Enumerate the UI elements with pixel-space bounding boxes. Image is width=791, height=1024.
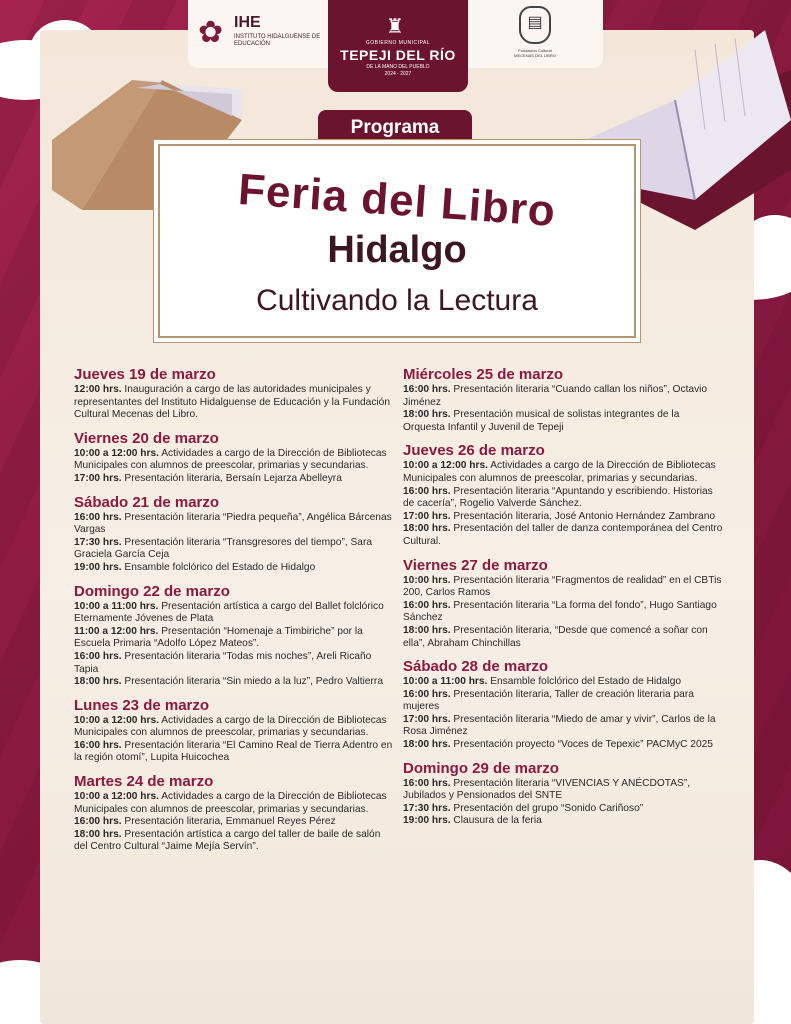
event-time: 16:00 hrs. <box>403 688 451 700</box>
schedule-event <box>74 676 394 689</box>
event-description: Presentación literaria “Fragmentos de realidad” en el CBTis 200, Carlos Ramos <box>403 574 722 599</box>
schedule-event <box>74 651 394 676</box>
event-description: Presentación literaria, José Antonio Hernández Zambrano <box>450 510 716 522</box>
schedule-event <box>403 575 723 600</box>
mecenas-logo-line1: Fundación Cultural <box>518 48 552 53</box>
event-time: 17:30 hrs. <box>74 536 122 548</box>
schedule-event <box>74 816 394 829</box>
ihe-flower-icon: ✿ <box>198 16 224 49</box>
schedule-day <box>74 366 394 422</box>
event-description: Presentación literaria “Miedo de amar y vivir”, Carlos de la Rosa Jiménez <box>403 713 716 738</box>
mecenas-logo-line2: MECENAS DEL LIBRO <box>514 53 556 58</box>
day-title: Miércoles 25 de marzo <box>403 366 564 383</box>
schedule-event <box>74 740 394 765</box>
event-time: 12:00 hrs. <box>74 384 122 395</box>
schedule-event <box>403 815 723 828</box>
day-title: Viernes 27 de marzo <box>403 556 548 574</box>
schedule-left-column <box>74 366 394 862</box>
event-description: Presentación literaria “Transgresores del tiempo”, Sara Graciela García Ceja <box>74 536 373 561</box>
event-description: Actividades a cargo de la Dirección de Bibliotecas Municipales con alumnos de preescolar, primarias y secundarias. <box>403 460 716 484</box>
event-time: 10:00 a 11:00 hrs. <box>403 676 488 688</box>
day-title: Viernes 20 de marzo <box>74 429 219 447</box>
event-time: 10:00 a 12:00 hrs. <box>74 791 159 803</box>
event-time: 17:30 hrs. <box>403 802 451 814</box>
event-time: 18:00 hrs. <box>403 624 451 636</box>
event-description: Presentación literaria “El Camino Real de Tierra Adentro en la región otomí”, Lupita Huicochea <box>74 739 393 764</box>
event-time: 18:00 hrs. <box>403 739 451 751</box>
schedule-event <box>74 537 394 562</box>
event-time: 10:00 a 12:00 hrs. <box>74 447 159 459</box>
schedule-day <box>74 583 394 689</box>
schedule-event <box>403 676 723 689</box>
day-title: Jueves 26 de marzo <box>403 442 545 460</box>
schedule-event <box>403 803 723 816</box>
event-description: Presentación artística a cargo del taller de baile de salón del Centro Cultural “Jaime Mejía Servín”. <box>74 828 381 853</box>
day-title: Sábado 28 de marzo <box>403 658 549 676</box>
schedule-event <box>403 486 723 511</box>
tepeji-logo <box>328 0 468 92</box>
mecenas-logo <box>510 6 560 64</box>
event-description: Presentación literaria “Cuando callan los niños”, Octavio Jiménez <box>403 384 708 408</box>
schedule-event <box>403 511 723 524</box>
mecenas-seal-icon: ▤ <box>519 6 551 44</box>
schedule-event <box>403 625 723 650</box>
schedule-event <box>74 626 394 651</box>
ihe-logo-subtitle: INSTITUTO HIDALGUENSE DE EDUCACIÓN <box>234 34 321 47</box>
event-time: 10:00 hrs. <box>403 574 451 586</box>
event-time: 16:00 hrs. <box>403 777 451 789</box>
event-description: Ensamble folclórico del Estado de Hidalgo <box>121 561 316 573</box>
event-time: 10:00 a 11:00 hrs. <box>74 600 159 612</box>
schedule-event <box>74 791 394 816</box>
event-time: 18:00 hrs. <box>74 828 122 840</box>
event-time: 16:00 hrs. <box>403 384 451 395</box>
schedule-event <box>74 562 394 575</box>
schedule-event <box>403 689 723 714</box>
event-time: 16:00 hrs. <box>74 511 122 523</box>
schedule-day <box>403 442 723 548</box>
schedule-event <box>403 739 723 752</box>
event-description: Presentación literaria “Todas mis noches”, Areli Ricaño Tapia <box>74 650 372 675</box>
event-description: Presentación del taller de danza contemporánea del Centro Cultural. <box>403 523 723 547</box>
schedule-event <box>74 601 394 626</box>
schedule-day <box>403 760 723 828</box>
schedule-right-column <box>403 366 723 836</box>
event-time: 16:00 hrs. <box>403 599 451 611</box>
schedule-day <box>74 430 394 486</box>
event-time: 17:00 hrs. <box>403 713 451 725</box>
tepeji-logo-slogan: DE LA MANO DEL PUEBLO <box>366 64 430 70</box>
tepeji-logo-top: GOBIERNO MUNICIPAL <box>365 40 431 46</box>
event-description: Ensamble folclórico del Estado de Hidalgo <box>487 676 682 688</box>
event-time: 10:00 a 12:00 hrs. <box>403 460 488 472</box>
schedule-event <box>74 512 394 537</box>
schedule-day <box>74 697 394 765</box>
event-description: Clausura de la feria <box>450 815 542 827</box>
ihe-logo-title: IHE <box>234 14 261 31</box>
event-time: 16:00 hrs. <box>403 485 451 497</box>
event-description: Presentación literaria “Apuntando y escribiendo. Historias de cacería”, Rogelio Valverde Sánchez. <box>403 485 713 510</box>
event-description: Presentación literaria “Sin miedo a la luz”, Pedro Valtierra <box>121 676 383 688</box>
schedule-event <box>403 600 723 625</box>
event-description: Presentación del grupo “Sonido Cariñoso” <box>450 802 644 814</box>
schedule-event <box>403 714 723 739</box>
schedule-day <box>403 366 723 434</box>
event-description: Presentación artística a cargo del Ballet folclórico Eternamente Jóvenes de Plata <box>74 600 384 625</box>
event-time: 10:00 a 12:00 hrs. <box>74 714 159 726</box>
event-description: Presentación “Homenaje a Timbiriche” por la Escuela Primaria “Adolfo López Mateos”. <box>74 625 363 650</box>
event-description: Inauguración a cargo de las autoridades municipales y representantes del Instituto Hidalguense de Educación y la Fundación Cultural Mecenas del Libro. <box>74 384 391 421</box>
schedule-event <box>74 473 394 486</box>
event-description: Presentación literaria, Taller de creación literaria para mujeres <box>403 688 694 713</box>
day-title: Domingo 22 de marzo <box>74 582 230 600</box>
event-description: Presentación literaria “La forma del fondo”, Hugo Santiago Sánchez <box>403 599 717 624</box>
event-time: 18:00 hrs. <box>403 409 451 421</box>
schedule-day <box>74 773 394 854</box>
day-title: Martes 24 de marzo <box>74 773 214 791</box>
event-description: Presentación literaria “VIVENCIAS Y ANÉCDOTAS”, Jubilados y Pensionados del SNTE <box>403 777 691 802</box>
schedule-event <box>74 384 394 422</box>
event-time: 17:00 hrs. <box>403 510 451 522</box>
schedule-event <box>403 523 723 548</box>
schedule-event <box>403 460 723 485</box>
event-description: Actividades a cargo de la Dirección de Bibliotecas Municipales con alumnos de preescolar, primarias y secundarias. <box>74 447 387 472</box>
event-time: 16:00 hrs. <box>74 650 122 662</box>
event-description: Presentación musical de solistas integrantes de la Orquesta Infantil y Juvenil de Tepeji <box>403 409 680 433</box>
title-line-2: Hidalgo <box>327 229 467 271</box>
event-description: Presentación proyecto “Voces de Tepexic” PACMyC 2025 <box>450 739 713 751</box>
program-label: Programa <box>318 110 472 146</box>
event-description: Presentación literaria, “Desde que comencé a soñar con ella”, Abraham Chinchillas <box>403 624 708 649</box>
schedule-event <box>74 829 394 854</box>
schedule-day <box>403 658 723 752</box>
event-description: Presentación literaria, Emmanuel Reyes Pérez <box>121 816 336 828</box>
event-description: Presentación literaria, Bersaín Lejarza Abelleyra <box>121 472 342 484</box>
title-line-3: Cultivando la Lectura <box>256 284 538 317</box>
title-box <box>158 144 636 338</box>
event-time: 18:00 hrs. <box>74 676 122 688</box>
tepeji-logo-years: 2024 - 2027 <box>384 71 412 77</box>
tepeji-logo-name: TEPEJI DEL RÍO <box>340 47 456 63</box>
schedule-event <box>403 384 723 409</box>
event-description: Actividades a cargo de la Dirección de Bibliotecas Municipales con alumnos de preescolar, primarias y secundarias. <box>74 714 387 739</box>
day-title: Lunes 23 de marzo <box>74 696 210 714</box>
event-time: 16:00 hrs. <box>74 816 122 828</box>
event-time: 16:00 hrs. <box>74 739 122 751</box>
day-title: Domingo 29 de marzo <box>403 759 559 777</box>
day-title: Sábado 21 de marzo <box>74 493 220 511</box>
schedule-event <box>74 715 394 740</box>
event-time: 19:00 hrs. <box>74 561 122 573</box>
schedule-event <box>403 409 723 434</box>
schedule-event <box>74 448 394 473</box>
event-time: 19:00 hrs. <box>403 815 451 827</box>
event-time: 11:00 a 12:00 hrs. <box>74 625 159 637</box>
event-time: 18:00 hrs. <box>403 523 451 535</box>
event-description: Actividades a cargo de la Dirección de Bibliotecas Municipales con alumnos de preescolar, primarias y secundarias. <box>74 791 387 815</box>
tepeji-emblem-icon: ♜ <box>386 16 404 38</box>
schedule-day <box>74 494 394 575</box>
title-line-1: Feria del Libro <box>236 164 558 237</box>
schedule-day <box>403 557 723 651</box>
ihe-logo <box>198 14 338 54</box>
schedule-event <box>403 778 723 803</box>
day-title: Jueves 19 de marzo <box>74 366 216 383</box>
event-time: 17:00 hrs. <box>74 472 122 484</box>
event-description: Presentación literaria “Piedra pequeña”, Angélica Bárcenas Vargas <box>74 511 392 536</box>
